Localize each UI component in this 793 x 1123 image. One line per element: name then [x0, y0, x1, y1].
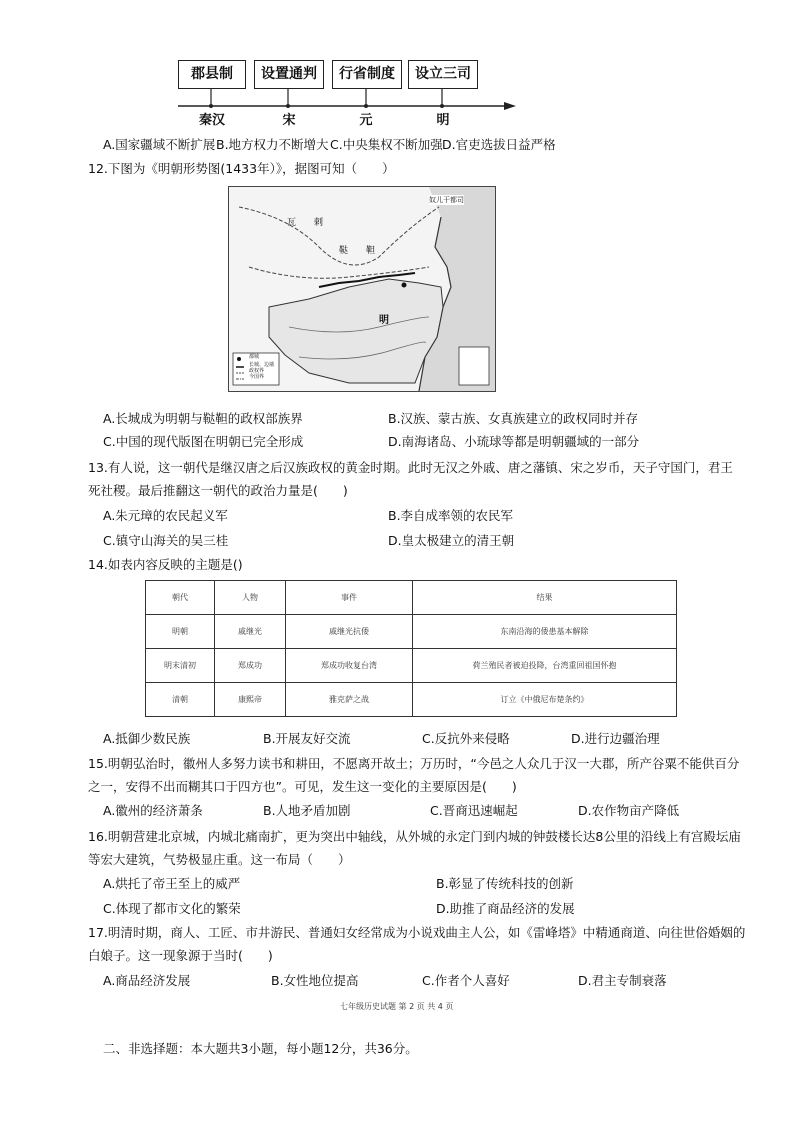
q11-option-a: A.国家疆域不断扩展 [103, 137, 216, 152]
q12-option-d: D.南海诸岛、小琉球等都是明朝疆域的一部分 [388, 434, 640, 449]
ming-map [228, 186, 496, 392]
q17-stem-line1: 17.明清时期，商人、工匠、市井游民、普通妇女经常成为小说戏曲主人公，如《雷峰塔》中精通商道、向往世俗婚姻的 [88, 925, 746, 940]
table-row [146, 615, 677, 649]
q15-stem-line2: 之一，安得不出而糊其口于四方也”。可见，发生这一变化的主要原因是( ) [88, 779, 517, 794]
table-cell: 明末清初 [146, 649, 215, 683]
timeline-label-4: 明 [436, 113, 450, 128]
table-cell: 明朝 [146, 615, 215, 649]
q17-option-a: A.商品经济发展 [103, 973, 191, 988]
table-cell: 雅克萨之战 [286, 683, 413, 717]
q16-stem-line1: 16.明朝营建北京城，内城北痛南扩，更为突出中轴线，从外城的永定门到内城的钟鼓楼长达8公里的沿线上有宫殿坛庙 [88, 829, 741, 844]
q13-option-c: C.镇守山海关的吴三桂 [103, 533, 229, 548]
q16-stem-line2: 等宏大建筑，气势极显庄重。这一布局（ ） [88, 852, 351, 867]
q14-option-a: A.抵御少数民族 [103, 731, 191, 746]
table-cell: 康熙帝 [215, 683, 286, 717]
map-label-dada: 鞑 靼 [339, 246, 376, 256]
map-legend-4: 今国界 [249, 374, 265, 380]
timeline-box-3: 行省制度 [332, 60, 402, 89]
timeline-box-4: 设立三司 [408, 60, 478, 89]
table-cell: 东南沿海的倭患基本解除 [413, 615, 677, 649]
table-cell: 订立《中俄尼布楚条约》 [413, 683, 677, 717]
page-footer: 七年级历史试题 第 2 页 共 4 页 [340, 1002, 454, 1011]
timeline-box-1: 郡县制 [178, 60, 246, 89]
timeline-box-2: 设置通判 [254, 60, 324, 89]
q16-option-b: B.彰显了传统科技的创新 [436, 876, 574, 891]
q15-option-c: C.晋商迅速崛起 [430, 803, 518, 818]
q11-option-d: D.官吏选拔日益严格 [442, 137, 556, 152]
q16-option-c: C.体现了都市文化的繁荣 [103, 901, 241, 916]
table-cell: 戚继光 [215, 615, 286, 649]
table-row [146, 649, 677, 683]
q17-option-c: C.作者个人喜好 [422, 973, 510, 988]
table-header: 结果 [413, 581, 677, 615]
table-header-row [146, 581, 677, 615]
q11-option-c: C.中央集权不断加强 [330, 137, 443, 152]
map-legend-1: 都城 [249, 354, 260, 360]
q12-option-b: B.汉族、蒙古族、女真族建立的政权同时并存 [388, 411, 639, 426]
q13-option-b: B.李自成率领的农民军 [388, 508, 514, 523]
q14-option-d: D.进行边疆治理 [571, 731, 660, 746]
q12-stem: 12.下图为《明朝形势图(1433年）》，据图可知（ ） [88, 161, 395, 176]
q17-stem-line2: 白娘子。这一现象源于当时( ) [88, 948, 273, 963]
q16-option-a: A.烘托了帝王至上的威严 [103, 876, 241, 891]
table-cell: 郑成功 [215, 649, 286, 683]
q13-stem-line2: 死社稷。最后推翻这一朝代的政治力量是( ) [88, 483, 348, 498]
map-legend-3: 政权界 [249, 368, 265, 374]
q13-option-a: A.朱元璋的农民起义军 [103, 508, 228, 523]
q14-table [145, 580, 677, 717]
q14-option-b: B.开展友好交流 [263, 731, 351, 746]
q13-stem-line1: 13.有人说，这一朝代是继汉唐之后汉族政权的黄金时期。此时无汉之外戚、唐之藩镇、宋之岁币，天子守国门，君王 [88, 460, 733, 475]
table-cell: 郑成功收复台湾 [286, 649, 413, 683]
table-cell: 清朝 [146, 683, 215, 717]
table-row [146, 683, 677, 717]
map-label-ming: 明 [379, 315, 389, 326]
table-header: 事件 [286, 581, 413, 615]
table-cell: 荷兰殖民者被迫投降，台湾重回祖国怀抱 [413, 649, 677, 683]
q11-option-b: B.地方权力不断增大 [216, 137, 329, 152]
q12-option-a: A.长城成为明朝与鞑靼的政权部族界 [103, 411, 303, 426]
map-legend-2: 长城、边墙 [249, 362, 275, 368]
q12-option-c: C.中国的现代版图在明朝已完全形成 [103, 434, 304, 449]
ming-map-drawing [229, 187, 495, 391]
table-header: 人物 [215, 581, 286, 615]
table-header: 朝代 [146, 581, 215, 615]
q15-option-b: B.人地矛盾加剧 [263, 803, 351, 818]
section-2-heading: 二、非选择题：本大题共3小题，每小题12分，共36分。 [103, 1041, 418, 1056]
q14-stem: 14.如表内容反映的主题是() [88, 557, 243, 572]
q15-option-d: D.农作物亩产降低 [578, 803, 680, 818]
q13-option-d: D.皇太极建立的清王朝 [388, 533, 515, 548]
map-label-wala: 瓦 剌 [287, 218, 324, 228]
timeline-label-2: 宋 [282, 113, 296, 128]
q14-option-c: C.反抗外来侵略 [422, 731, 510, 746]
q16-option-d: D.助推了商品经济的发展 [436, 901, 575, 916]
map-label-nuergan: 奴儿干都司 [429, 196, 464, 204]
q17-option-d: D.君主专制衰落 [578, 973, 667, 988]
q17-option-b: B.女性地位提高 [271, 973, 359, 988]
q15-stem-line1: 15.明朝弘治时，徽州人多努力读书和耕田，不愿离开故土；万历时，“今邑之人众几于汉一大郡，所产谷粟不能供百分 [88, 756, 740, 771]
timeline-label-1: 秦汉 [198, 113, 225, 128]
q15-option-a: A.徽州的经济萧条 [103, 803, 203, 818]
timeline-label-3: 元 [359, 113, 373, 128]
table-cell: 戚继光抗倭 [286, 615, 413, 649]
